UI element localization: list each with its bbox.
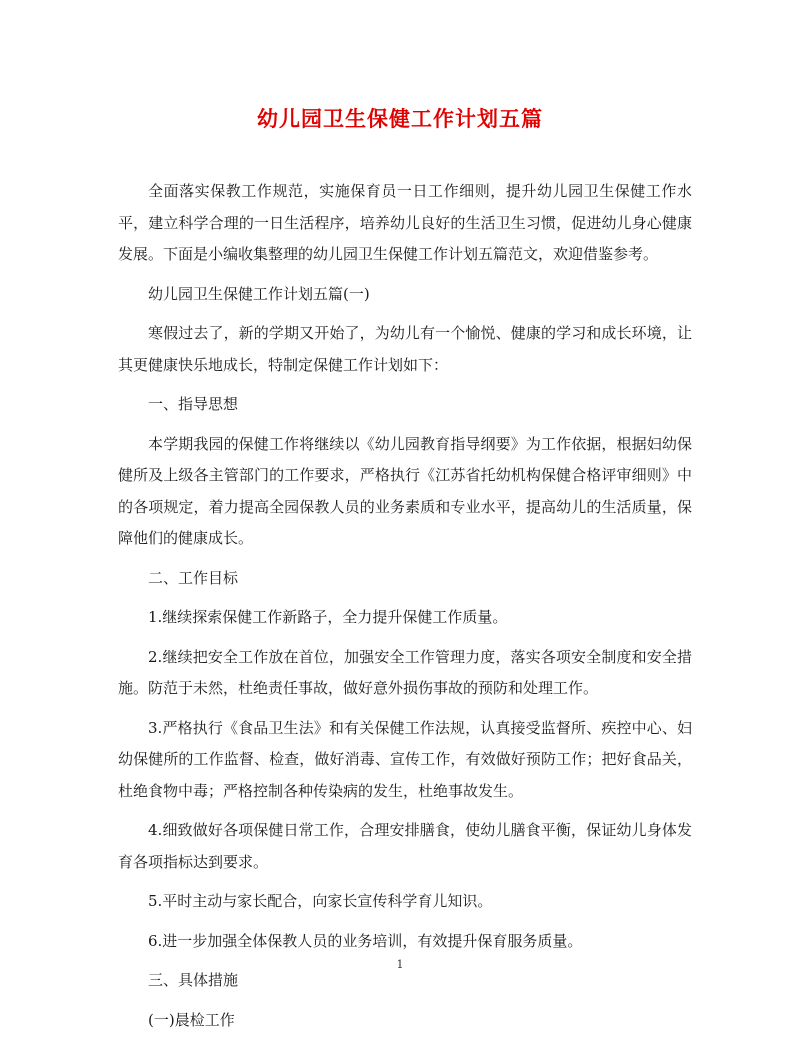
goal-item: 6.进一步加强全体保教人员的业务培训，有效提升保育服务质量。 — [148, 931, 583, 950]
section-heading-plan-one: 幼儿园卫生保健工作计划五篇(一) — [148, 284, 370, 303]
goal-item: 5.平时主动与家长配合，向家长宣传科学育儿知识。 — [148, 892, 493, 910]
document-title: 幼儿园卫生保健工作计划五篇 — [257, 106, 543, 131]
section-heading-guiding-ideology: 一、指导思想 — [148, 395, 239, 413]
subsection-heading-morning-check: (一)晨检工作 — [148, 1010, 235, 1029]
document-body — [118, 176, 692, 1044]
goal-item: 3.严格执行《食品卫生法》和有关保健工作法规，认真接受监督所、疾控中心、妇幼保健所的工作监督、检查，做好消毒、宣传工作，有效做好预防工作；把好食品关，杜绝食物中毒；严格控制各种传染病的发生，杜绝事故发生。 — [118, 718, 692, 800]
goal-item: 4.细致做好各项保健日常工作，合理安排膳食，使幼儿膳食平衡，保证幼儿身体发育各项指标达到要求。 — [118, 821, 692, 871]
body-paragraph: 本学期我园的保健工作将继续以《幼儿园教育指导纲要》为工作依据，根据妇幼保健所及上级各主管部门的工作要求，严格执行《江苏省托幼机构保健合格评审细则》中的各项规定，着力提高全园保教人员的业务素质和专业水平，提高幼儿的生活质量，保障他们的健康成长。 — [118, 434, 692, 547]
section-heading-work-goals: 二、工作目标 — [148, 568, 239, 587]
section-heading-measures: 三、具体措施 — [148, 971, 239, 989]
intro-paragraph: 全面落实保教工作规范，实施保育员一日工作细则，提升幼儿园卫生保健工作水平，建立科学合理的一日生活程序，培养幼儿良好的生活卫生习惯，促进幼儿身心健康发展。下面是小编收集整理的幼儿园卫生保健工作计划五篇范文，欢迎借鉴参考。 — [118, 182, 692, 263]
body-paragraph: 寒假过去了，新的学期又开始了，为幼儿有一个愉悦、健康的学习和成长环境，让其更健康快乐地成长，特制定保健工作计划如下： — [118, 324, 692, 374]
page-number: 1 — [396, 958, 404, 971]
goal-item: 2.继续把安全工作放在首位，加强安全工作管理力度，落实各项安全制度和安全措施。防范于未然，杜绝责任事故，做好意外损伤事故的预防和处理工作。 — [118, 647, 692, 697]
goal-item: 1.继续探索保健工作新路子，全力提升保健工作质量。 — [148, 608, 508, 626]
